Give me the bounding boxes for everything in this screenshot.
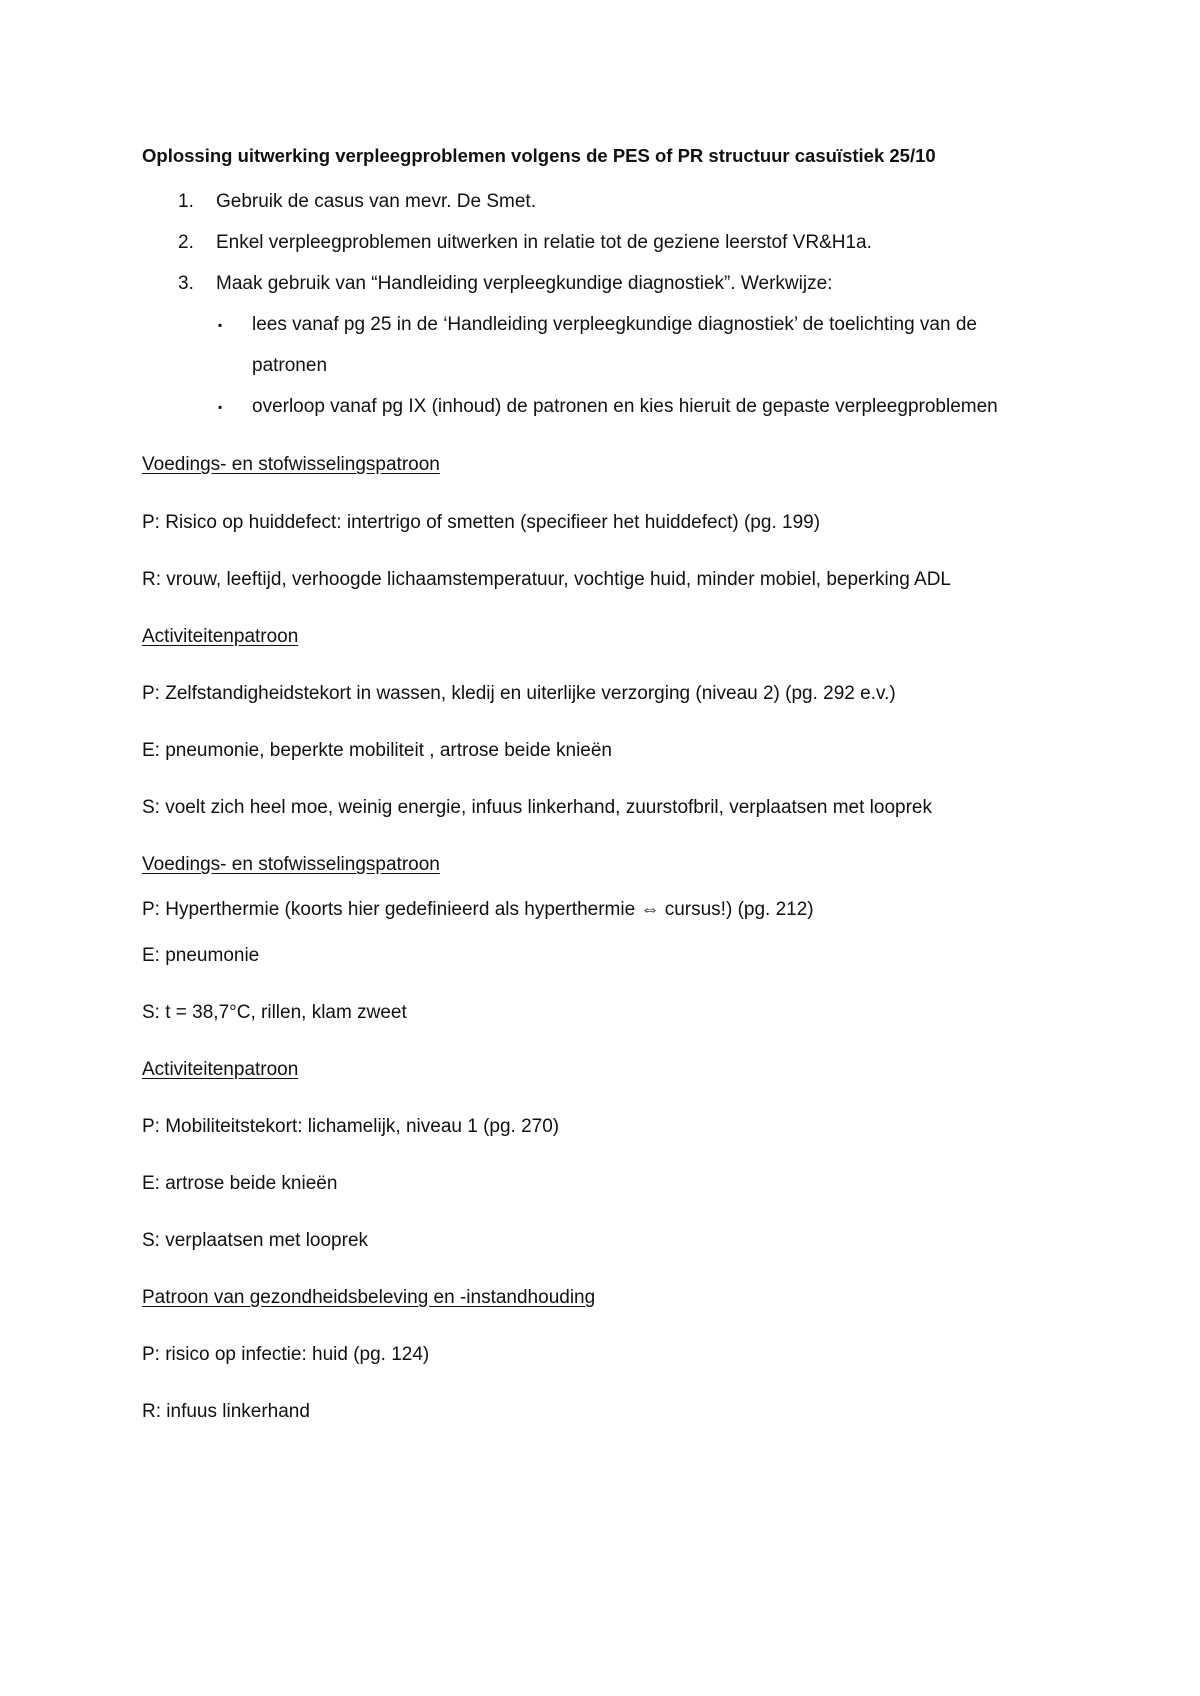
section-line: R: infuus linkerhand bbox=[142, 1401, 310, 1422]
section-line: P: Zelfstandigheidstekort in wassen, kledij en uiterlijke verzorging (niveau 2) (pg. 292 e.v.) bbox=[142, 683, 896, 704]
section-line: P: Risico op huiddefect: intertrigo of smetten (specifieer het huiddefect) (pg. 199) bbox=[142, 512, 821, 533]
section-line: E: artrose beide knieën bbox=[142, 1173, 338, 1194]
section-heading: Activiteitenpatroon bbox=[142, 626, 299, 647]
bullet-icon: ▪ bbox=[218, 400, 223, 414]
bullet-item: lees vanaf pg 25 in de ‘Handleiding verpleegkundige diagnostiek’ de toelichting van de bbox=[252, 314, 977, 335]
section-line: S: t = 38,7°C, rillen, klam zweet bbox=[142, 1002, 407, 1023]
list-number: 1. bbox=[178, 191, 194, 212]
list-item: Gebruik de casus van mevr. De Smet. bbox=[216, 191, 536, 212]
bullet-item-continuation: patronen bbox=[252, 355, 328, 376]
section-line: P: risico op infectie: huid (pg. 124) bbox=[142, 1344, 430, 1365]
section-line: R: vrouw, leeftijd, verhoogde lichaamstemperatuur, vochtige huid, minder mobiel, beperking ADL bbox=[142, 569, 951, 590]
section-heading: Voedings- en stofwisselingspatroon bbox=[142, 454, 440, 475]
section-line: P: Mobiliteitstekort: lichamelijk, niveau 1 (pg. 270) bbox=[142, 1116, 560, 1137]
section-heading: Voedings- en stofwisselingspatroon bbox=[142, 854, 440, 875]
document-title: Oplossing uitwerking verpleegproblemen volgens de PES of PR structuur casuïstiek 25/10 bbox=[142, 145, 936, 166]
bullet-item: overloop vanaf pg IX (inhoud) de patronen en kies hieruit de gepaste verpleegproblemen bbox=[252, 396, 998, 417]
section-line: E: pneumonie, beperkte mobiliteit , artrose beide knieën bbox=[142, 740, 612, 761]
section-heading: Activiteitenpatroon bbox=[142, 1059, 299, 1080]
section-line: S: verplaatsen met looprek bbox=[142, 1230, 369, 1251]
section-heading: Patroon van gezondheidsbeleving en -instandhouding bbox=[142, 1287, 596, 1308]
list-number: 3. bbox=[178, 273, 194, 294]
section-line: S: voelt zich heel moe, weinig energie, infuus linkerhand, zuurstofbril, verplaatsen met looprek bbox=[142, 797, 932, 818]
list-item: Maak gebruik van “Handleiding verpleegkundige diagnostiek”. Werkwijze: bbox=[216, 273, 833, 294]
list-item: Enkel verpleegproblemen uitwerken in relatie tot de geziene leerstof VR&H1a. bbox=[216, 232, 872, 253]
section-line: E: pneumonie bbox=[142, 945, 260, 966]
bullet-icon: ▪ bbox=[218, 318, 223, 332]
list-number: 2. bbox=[178, 232, 194, 253]
section-line: P: Hyperthermie (koorts hier gedefinieerd als hyperthermie ⇔ cursus!) (pg. 212) bbox=[142, 899, 814, 920]
